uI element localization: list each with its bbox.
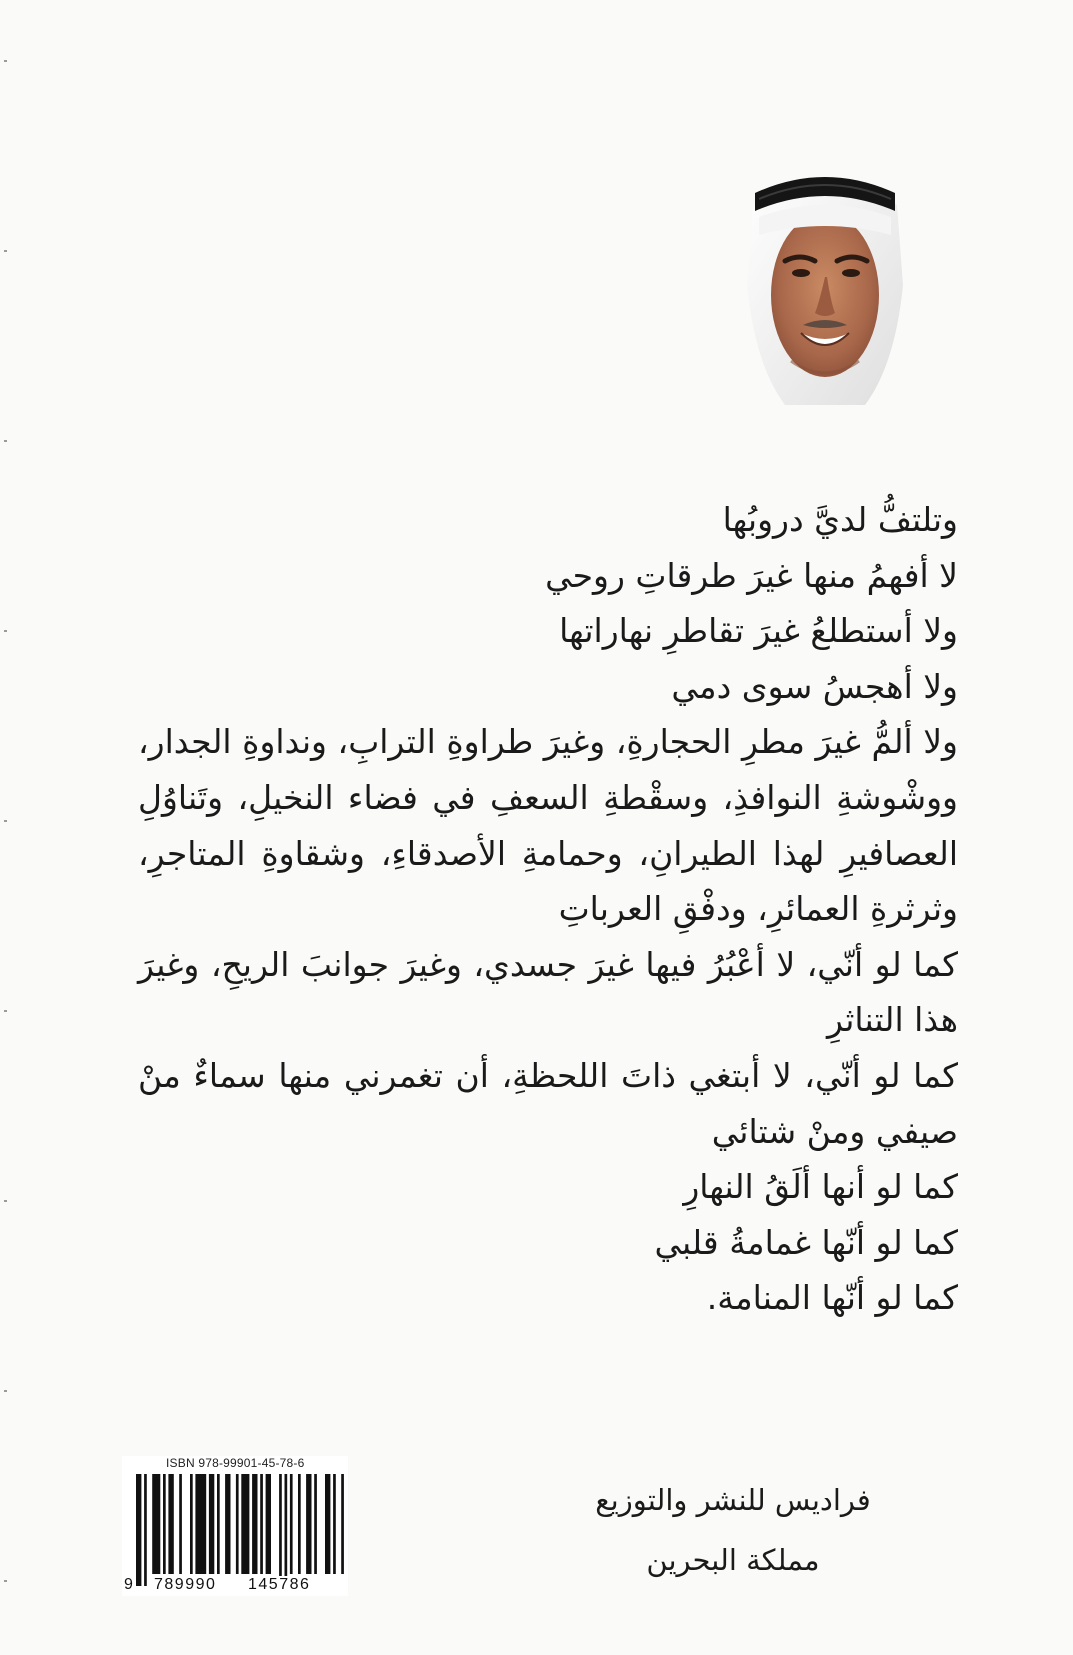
barcode-bar <box>241 1474 249 1574</box>
poem-line: ولا أستطلعُ غيرَ تقاطرِ نهاراتها <box>559 611 958 651</box>
scan-edge-mark <box>4 1390 7 1392</box>
isbn-label: ISBN 978-99901-45-78-6 <box>166 1456 305 1470</box>
barcode-digit-first: 9 <box>124 1576 133 1593</box>
barcode-bar <box>298 1474 301 1574</box>
barcode-bar <box>290 1474 293 1574</box>
poem-line: كما لو أنّها المنامة. <box>706 1278 958 1318</box>
barcode-bar <box>190 1474 193 1574</box>
poem-line: كما لو أنّي، لا أبتغي ذاتَ اللحظةِ، أن تغمرني منها سماءٌ منْ <box>138 1055 958 1095</box>
barcode-bar <box>209 1474 214 1574</box>
barcode-bar <box>179 1474 182 1574</box>
poem-line: وثرثرةِ العمائرِ، ودفْقِ العرباتِ <box>558 889 958 929</box>
barcode-bar <box>225 1474 230 1574</box>
scan-edge-mark <box>4 820 7 822</box>
barcode-bar <box>279 1474 282 1586</box>
poem-text <box>138 492 958 1326</box>
scan-edge-mark <box>4 60 7 62</box>
barcode-bar <box>195 1474 206 1574</box>
scan-edge-mark <box>4 1200 7 1202</box>
poem-line: كما لو أنّها غمامةُ قلبي <box>654 1222 958 1262</box>
publisher-country: مملكة البحرين <box>646 1543 820 1577</box>
barcode-bar <box>285 1474 288 1586</box>
poem-line: لا أفهمُ منها غيرَ طرقاتِ روحي <box>545 555 958 595</box>
barcode-bar <box>260 1474 263 1574</box>
barcode-digits-left: 789990 <box>154 1576 217 1593</box>
barcode-bar <box>333 1474 336 1574</box>
poem-line: كما لو أنّي، لا أعْبُرُ فيها غيرَ جسدي، وغيرَ جوانبَ الريحِ، وغيرَ <box>138 944 958 984</box>
barcode-bar <box>217 1474 220 1574</box>
poem-line: ولا ألمُّ غيرَ مطرِ الحجارةِ، وغيرَ طراوةِ الترابِ، ونداوةِ الجدار، <box>138 722 958 762</box>
poem-line: ولا أهجسُ سوى دمي <box>671 666 958 706</box>
barcode-bar <box>314 1474 317 1574</box>
poem-line: وتلتفُّ لديَّ دروبُها <box>722 500 958 539</box>
publisher-block <box>553 1470 913 1590</box>
publisher-name: فراديس للنشر والتوزيع <box>595 1483 871 1517</box>
scan-edge-mark <box>4 1010 7 1012</box>
poem-line: هذا التناثرِ <box>827 1000 958 1040</box>
barcode-bar <box>236 1474 239 1574</box>
barcode-bar <box>325 1474 330 1574</box>
barcode-bar <box>136 1474 141 1586</box>
barcode-bar <box>266 1474 271 1574</box>
poem-line: ووشْوشةِ النوافذِ، وسقْطةِ السعفِ في فضاء النخيلِ، وتَناوُلِ <box>138 777 958 817</box>
barcode-bars <box>122 1474 348 1586</box>
poem-line: كما لو أنها ألَقُ النهارِ <box>683 1167 958 1207</box>
barcode-bar <box>341 1474 344 1574</box>
barcode-bar <box>144 1474 147 1586</box>
barcode-bar <box>163 1474 166 1574</box>
barcode-digits-right: 145786 <box>248 1576 311 1593</box>
scan-edge-mark <box>4 1580 7 1582</box>
barcode-bar <box>306 1474 311 1574</box>
poem-line: صيفي ومنْ شتائي <box>711 1111 958 1151</box>
author-photo <box>745 165 905 415</box>
barcode-bar <box>252 1474 257 1574</box>
barcode-bar <box>168 1474 173 1574</box>
isbn-barcode <box>122 1456 348 1596</box>
scan-edge-mark <box>4 630 7 632</box>
scan-edge-mark <box>4 440 7 442</box>
scan-edge-mark <box>4 250 7 252</box>
barcode-bar <box>152 1474 160 1574</box>
poem-line: العصافيرِ لهذا الطيرانِ، وحمامةِ الأصدقاءِ، وشقاوةِ المتاجرِ، <box>138 833 958 873</box>
